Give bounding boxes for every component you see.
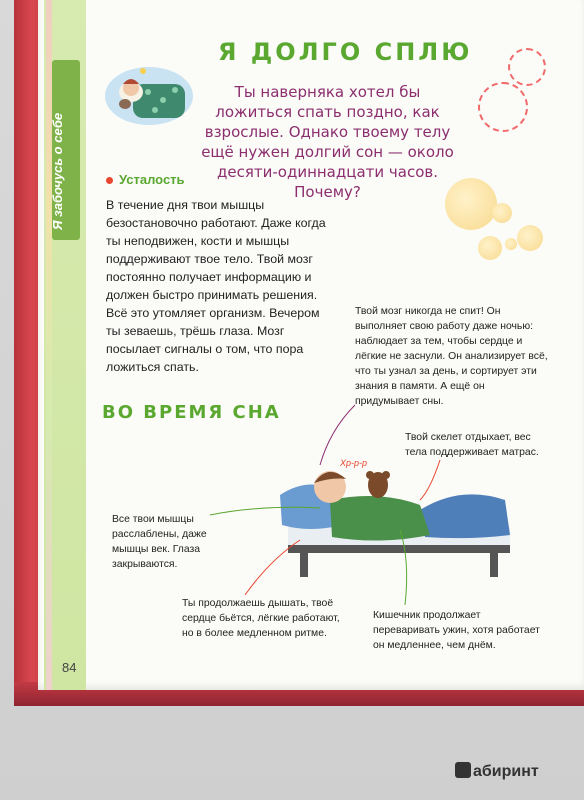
labirint-logo [455,762,539,781]
bullet-dot-icon [106,177,113,184]
dashed-circle-decoration [508,48,546,86]
section-heading-fatigue [106,172,185,187]
dashed-circle-decoration [478,82,528,132]
note-brain: Твой мозг никогда не спит! Он выполняет свою работу даже ночью: наблюдает за тем, чтобы сердце и лёгкие не заснули. Он анализирует всё, что ты узнал за день, и сортирует эти знания в памяти. А ещё он придумывает сны. [355,306,548,407]
bubble-decoration [492,203,512,223]
bubble-decoration [445,178,497,230]
bubble-decoration [517,225,543,251]
page-number: 84 [62,660,77,675]
section-heading-sleep: ВО ВРЕМЯ СНА [102,402,281,423]
note-skeleton: Твой скелет отдыхает, вес тела поддерживает матрас. [405,432,539,458]
note-intestine: Кишечник продолжает переваривать ужин, хотя работает он медленнее, чем днём. [373,610,540,651]
intro-text: Ты наверняка хотел бы ложиться спать поздно, как взрослые. Однако твоему телу ещё нужен долгий сон — около десяти-одиннадцати часов. Почему? [201,83,454,201]
bubble-decoration [478,236,502,260]
note-breathing: Ты продолжаешь дышать, твоё сердце бьётся, лёгкие работают, но в более медленном ритме. [182,598,340,639]
logo-mark-icon [455,762,471,778]
section-heading-text: Усталость [119,172,185,187]
snore-text: Хр-р-р [340,458,368,468]
note-muscles: Все твои мышцы расслаблены, даже мышцы век. Глаза закрываются. [112,514,207,570]
sleeping-child-illustration [103,62,195,126]
logo-text: абиринт [473,763,539,780]
sleeping-boy-illustration [270,455,520,590]
bubble-decoration [505,238,517,250]
chapter-label: Я забочусь о себе [50,112,65,230]
fatigue-paragraph: В течение дня твои мышцы безостановочно работают. Даже когда ты неподвижен, кости и мышцы поддерживают твое тело. Твой мозг постоянно получает информацию и должен быстро принимать решения. Всё это утомляет организм. Вечером ты зеваешь, трёшь глаза. Мозг посылает сигналы о том, что пора ложиться спать. [106,198,326,374]
page-title: Я ДОЛГО СПЛЮ [218,38,473,66]
